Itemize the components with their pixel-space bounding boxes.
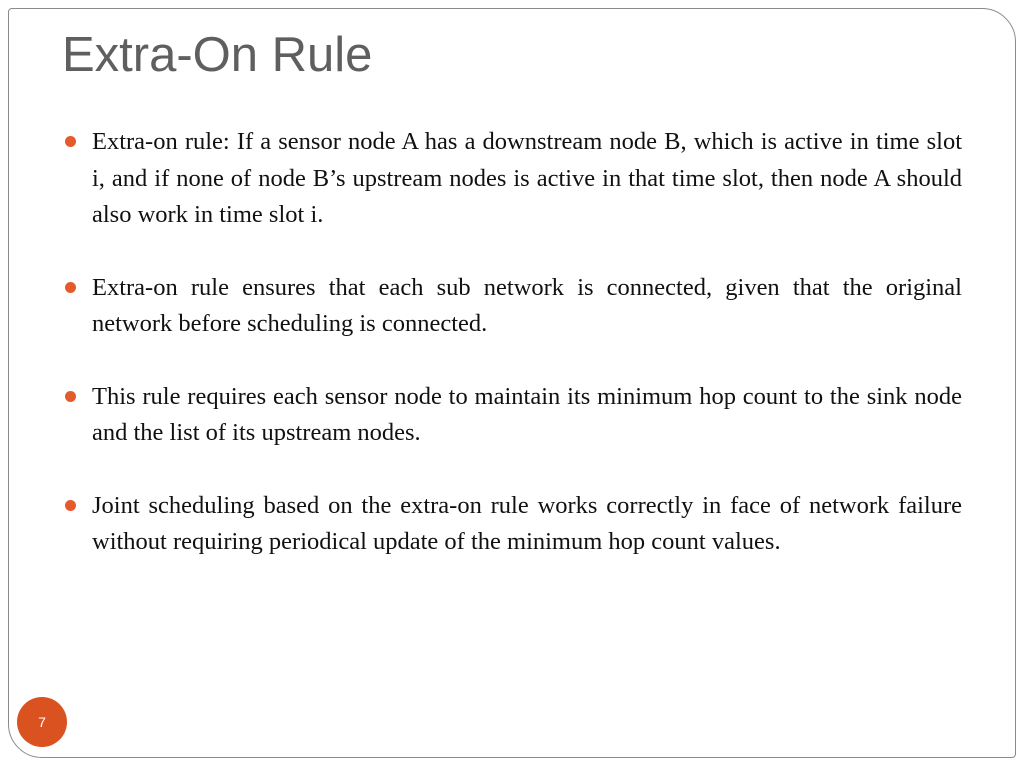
bullet-item xyxy=(62,124,962,234)
bullet-item xyxy=(62,379,962,452)
bullet-icon xyxy=(65,282,76,293)
bullet-item xyxy=(62,488,962,561)
bullet-list xyxy=(62,124,962,597)
bullet-icon xyxy=(65,391,76,402)
bullet-text: Extra-on rule: If a sensor node A has a downstream node B, which is active in time slot i, and if none of node B’s upstream nodes is active in that time slot, then node A should also work in time slot i. xyxy=(92,128,962,228)
bullet-text: Extra-on rule ensures that each sub network is connected, given that the original network before scheduling is connected. xyxy=(92,273,962,337)
bullet-icon xyxy=(65,136,76,147)
slide-title: Extra-On Rule xyxy=(62,28,373,82)
bullet-icon xyxy=(65,500,76,511)
bullet-item xyxy=(62,270,962,343)
bullet-text: This rule requires each sensor node to maintain its minimum hop count to the sink node and the list of its upstream nodes. xyxy=(92,382,962,446)
bullet-text: Joint scheduling based on the extra-on rule works correctly in face of network failure without requiring periodical update of the minimum hop count values. xyxy=(92,491,962,555)
slide-number-badge: 7 xyxy=(17,697,67,747)
